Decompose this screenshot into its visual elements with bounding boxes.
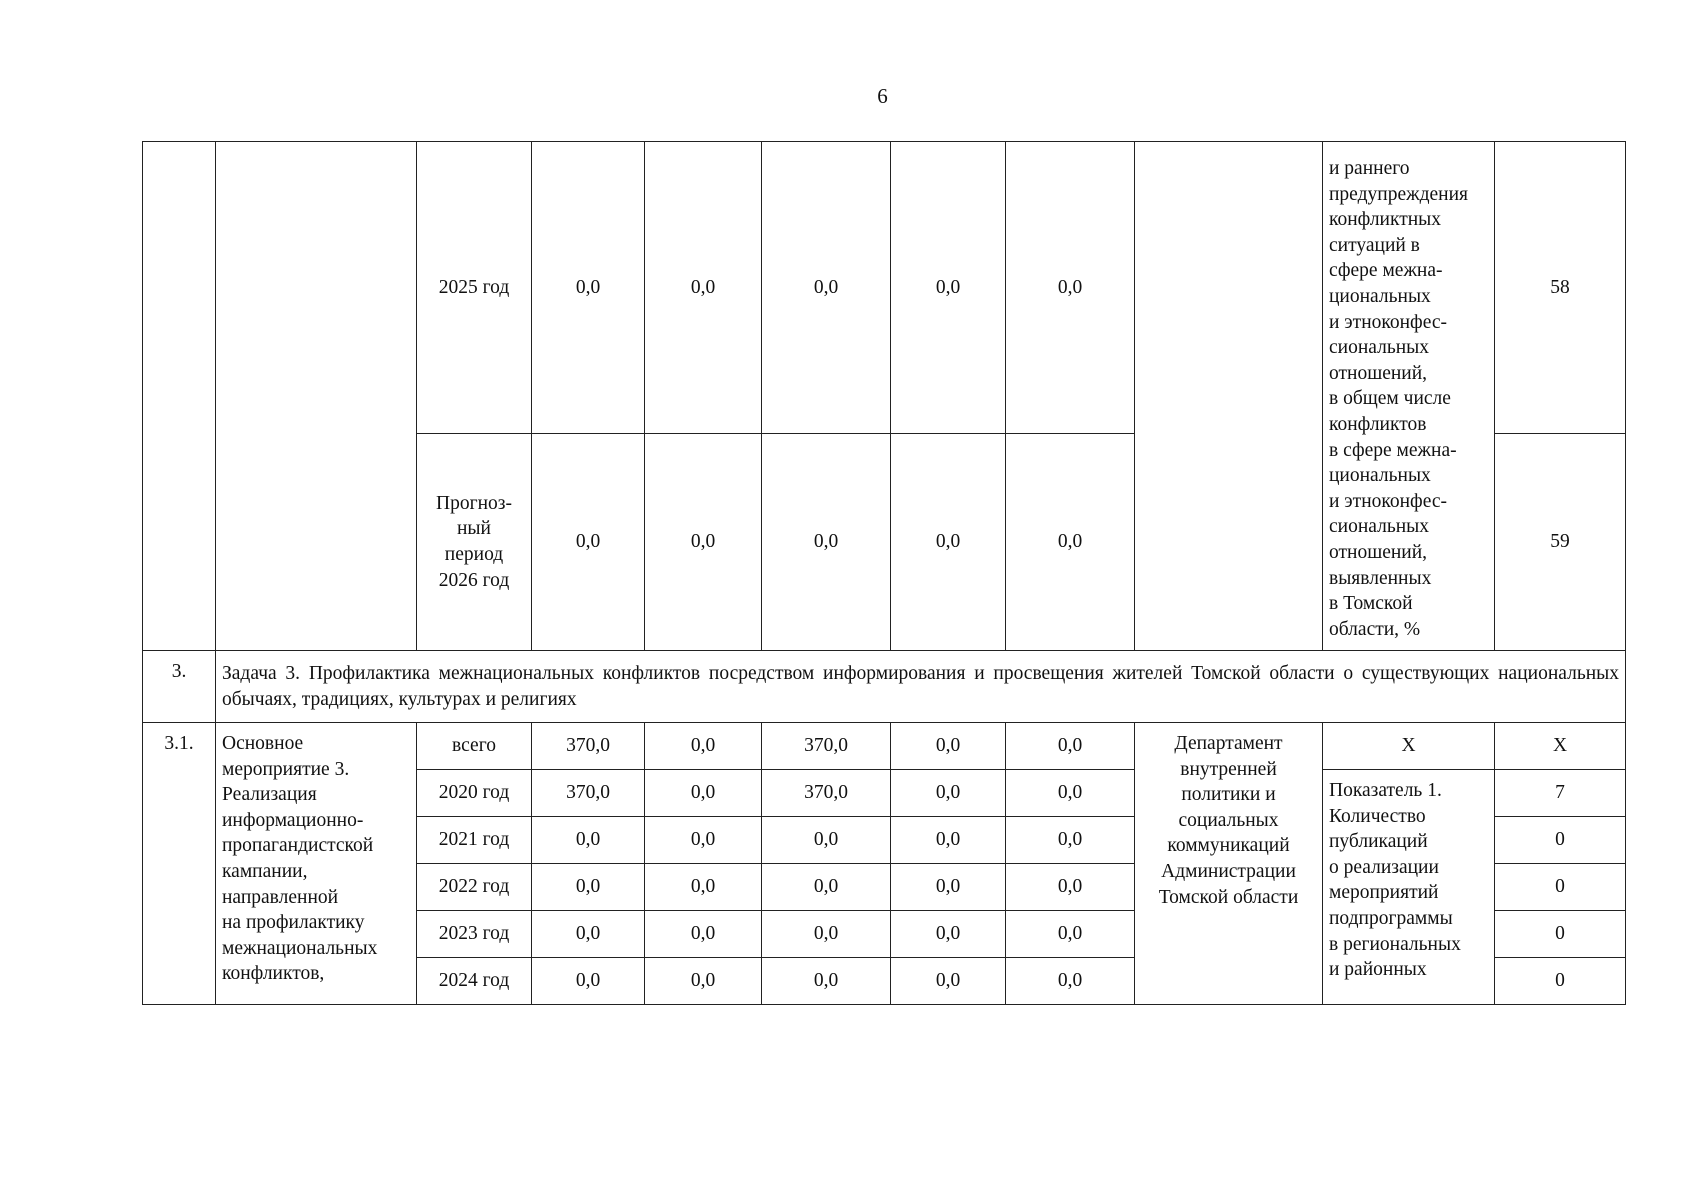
value-cell: 370,0: [532, 723, 645, 770]
indicator-value-cell: 0: [1495, 911, 1626, 958]
value-cell: 0,0: [645, 434, 762, 651]
value-cell: 0,0: [1006, 958, 1135, 1005]
value-cell: 0,0: [891, 142, 1006, 434]
value-cell: 0,0: [532, 911, 645, 958]
value-cell: 0,0: [1006, 434, 1135, 651]
period-cell: 2020 год: [417, 770, 532, 817]
value-cell: 0,0: [645, 817, 762, 864]
empty-executor-cell: [1135, 142, 1323, 651]
table-row: [143, 723, 1626, 770]
value-cell: 0,0: [1006, 911, 1135, 958]
value-cell: 0,0: [1006, 723, 1135, 770]
value-cell: 0,0: [1006, 770, 1135, 817]
period-cell: 2022 год: [417, 864, 532, 911]
program-table: [142, 141, 1626, 1005]
indicator-value-cell: 59: [1495, 434, 1626, 651]
task-row: [143, 651, 1626, 723]
value-cell: 0,0: [1006, 142, 1135, 434]
value-cell: 0,0: [762, 434, 891, 651]
indicator-value-cell: 0: [1495, 958, 1626, 1005]
page-number: 6: [877, 84, 888, 108]
value-cell: 0,0: [1006, 864, 1135, 911]
empty-number-cell: [143, 142, 216, 651]
value-cell: 0,0: [891, 958, 1006, 1005]
value-cell: 0,0: [532, 817, 645, 864]
value-cell: 0,0: [532, 142, 645, 434]
value-cell: 0,0: [645, 864, 762, 911]
value-cell: 0,0: [891, 911, 1006, 958]
empty-name-cell: [216, 142, 417, 651]
value-cell: 0,0: [532, 434, 645, 651]
event-number: 3.1.: [143, 723, 216, 1005]
task-text: Задача 3. Профилактика межнациональных конфликтов посредством информирования и просвещения жителей Томской области о существующих национальных обычаях, традициях, культурах и религиях: [216, 651, 1626, 723]
value-cell: 0,0: [645, 958, 762, 1005]
executor-cell: Департамент внутренней политики и социальных коммуникаций Администрации Томской области: [1135, 723, 1323, 1005]
table-row: [143, 142, 1626, 434]
value-cell: 0,0: [532, 958, 645, 1005]
period-cell: всего: [417, 723, 532, 770]
indicator-value-cell: 7: [1495, 770, 1626, 817]
indicator-header-cell: Х: [1323, 723, 1495, 770]
value-cell: 0,0: [762, 142, 891, 434]
value-cell: 370,0: [762, 723, 891, 770]
value-cell: 0,0: [762, 911, 891, 958]
value-cell: 370,0: [532, 770, 645, 817]
value-cell: 0,0: [891, 817, 1006, 864]
value-cell: 0,0: [891, 864, 1006, 911]
value-cell: 0,0: [762, 958, 891, 1005]
value-cell: 370,0: [762, 770, 891, 817]
value-cell: 0,0: [891, 770, 1006, 817]
period-cell: 2025 год: [417, 142, 532, 434]
indicator-value-cell: 58: [1495, 142, 1626, 434]
indicator-value-cell: 0: [1495, 864, 1626, 911]
value-cell: 0,0: [645, 770, 762, 817]
task-number: 3.: [143, 651, 216, 723]
period-cell: 2023 год: [417, 911, 532, 958]
value-cell: 0,0: [891, 723, 1006, 770]
indicator-value-cell: 0: [1495, 817, 1626, 864]
period-cell: 2024 год: [417, 958, 532, 1005]
value-cell: 0,0: [762, 864, 891, 911]
value-cell: 0,0: [1006, 817, 1135, 864]
value-cell: 0,0: [645, 911, 762, 958]
value-cell: 0,0: [762, 817, 891, 864]
indicator-text-cell: Показатель 1. Количество публикаций о реализации мероприятий подпрограммы в региональных и районных: [1323, 770, 1495, 1005]
value-cell: 0,0: [645, 142, 762, 434]
value-cell: 0,0: [645, 723, 762, 770]
period-cell: 2021 год: [417, 817, 532, 864]
event-name: Основное мероприятие 3. Реализация информационно- пропагандистской кампании, направленной на профилактику межнациональных конфликтов,: [216, 723, 417, 1005]
period-cell: Прогноз- ный период 2026 год: [417, 434, 532, 651]
value-cell: 0,0: [532, 864, 645, 911]
indicator-value-header-cell: Х: [1495, 723, 1626, 770]
value-cell: 0,0: [891, 434, 1006, 651]
indicator-text-cell: и раннего предупреждения конфликтных ситуаций в сфере межна- циональных и этноконфес- сиональных отношений, в общем числе конфликтов в сфере межна- циональных и этноконфес- сиональных отношений, выявленных в Томской области, %: [1323, 142, 1495, 651]
